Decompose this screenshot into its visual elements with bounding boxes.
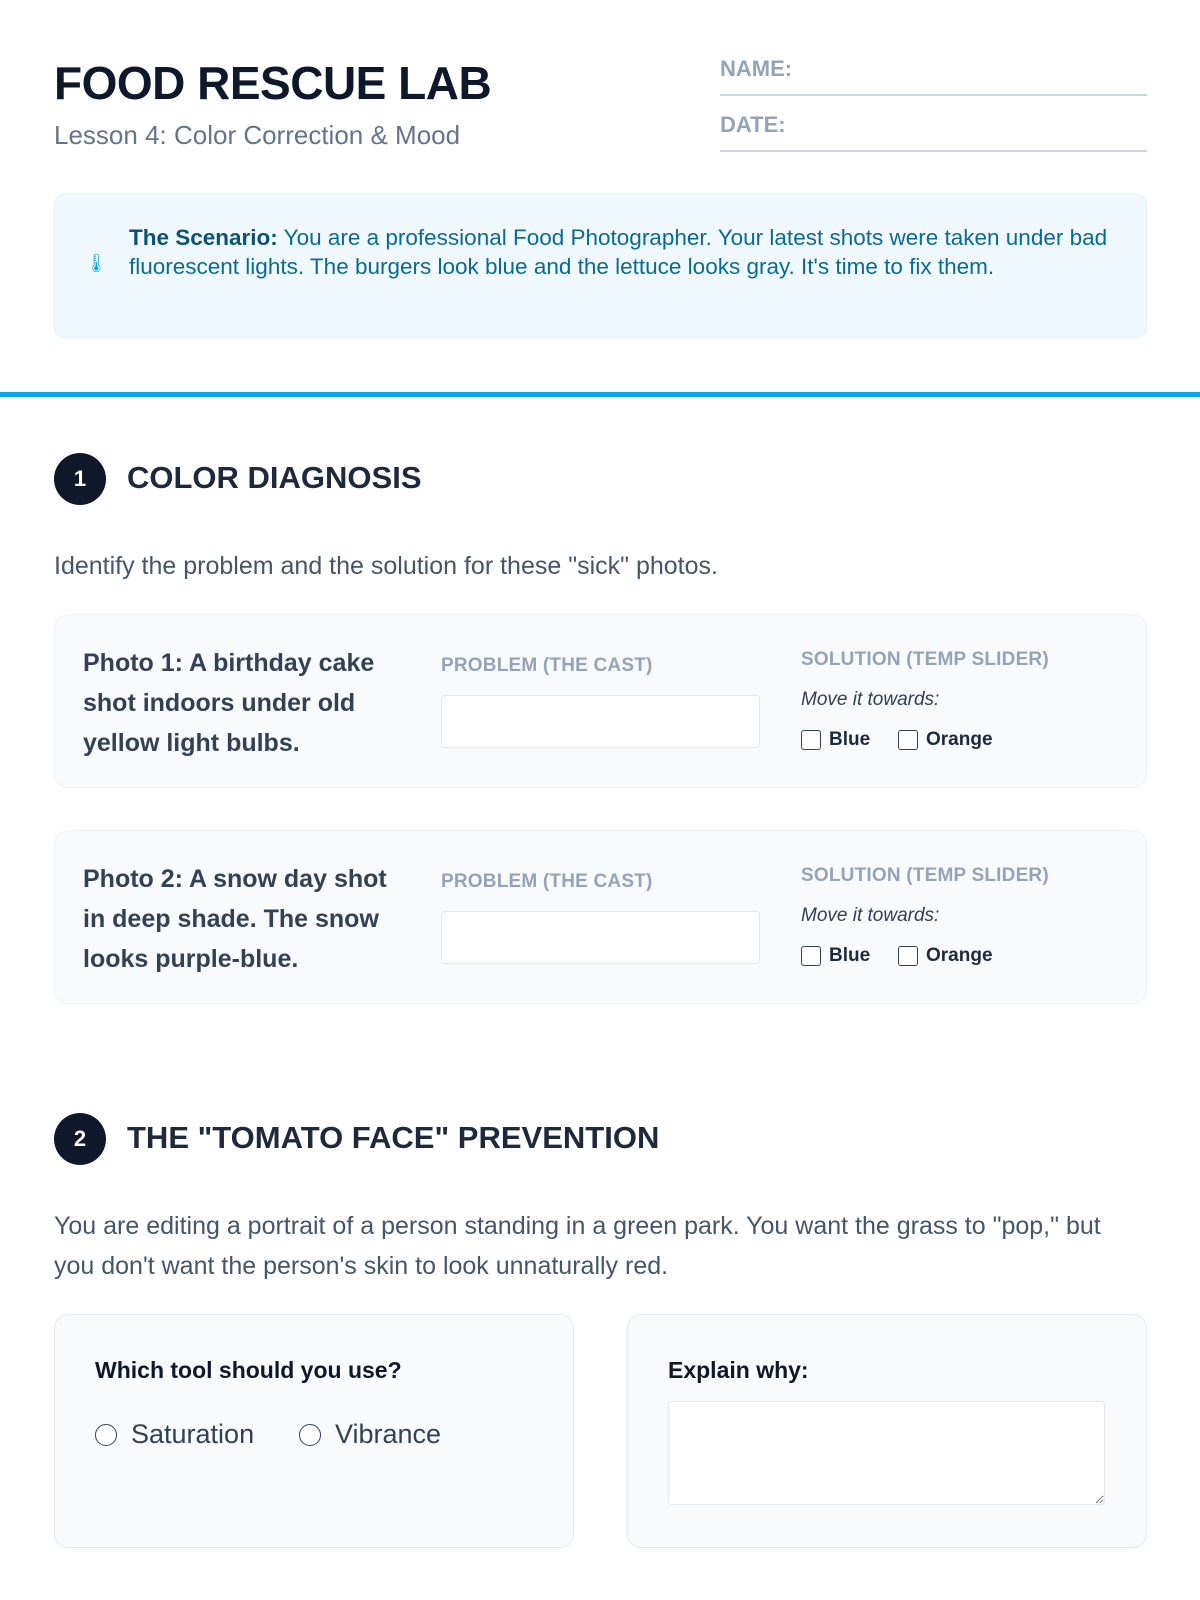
photo-2-orange-checkbox[interactable]: [898, 945, 993, 967]
checkbox-icon[interactable]: [801, 730, 821, 750]
scenario-body: You are a professional Food Photographer. Your latest shots were taken under bad fluorescent lights. The burgers look blue and the lettuce looks gray. It's time to fix them.: [129, 225, 1108, 279]
radio-icon[interactable]: [299, 1424, 321, 1446]
photo-1-problem-input[interactable]: [441, 695, 760, 748]
section-2-number: 2: [54, 1113, 106, 1165]
saturation-label: Saturation: [131, 1419, 255, 1449]
explain-label: Explain why:: [668, 1357, 809, 1383]
radio-icon[interactable]: [95, 1424, 117, 1446]
blue-label: Blue: [829, 729, 871, 750]
photo-card-2: [54, 830, 1147, 1004]
section-divider: [0, 392, 1200, 397]
section-2-title: THE "TOMATO FACE" PREVENTION: [127, 1120, 660, 1155]
photo-1-blue-checkbox[interactable]: [801, 729, 870, 751]
page-subtitle: Lesson 4: Color Correction & Mood: [54, 120, 461, 150]
problem-label: PROBLEM (THE CAST): [441, 655, 653, 676]
checkbox-icon[interactable]: [898, 946, 918, 966]
section-2-description: You are editing a portrait of a person standing in a green park. You want the grass to "pop," but you don't want the person's skin to look unnaturally red.: [54, 1212, 1101, 1280]
saturation-radio[interactable]: [95, 1419, 254, 1450]
blue-label: Blue: [829, 945, 871, 966]
tool-choice-panel: [54, 1314, 574, 1548]
photo-2-blue-checkbox[interactable]: [801, 945, 870, 967]
scenario-box: [54, 194, 1147, 338]
explain-panel: [627, 1314, 1147, 1548]
move-towards-label: Move it towards:: [801, 905, 940, 926]
page-title: FOOD RESCUE LAB: [54, 57, 492, 109]
photo-card-1: [54, 614, 1147, 788]
photo-2-problem-input[interactable]: [441, 911, 760, 964]
solution-label: SOLUTION (TEMP SLIDER): [801, 865, 1049, 886]
date-input[interactable]: [810, 112, 1147, 148]
vibrance-radio[interactable]: [299, 1419, 441, 1450]
scenario-text: [129, 223, 1125, 281]
section-1-title: COLOR DIAGNOSIS: [127, 460, 422, 495]
photo-2-description: Photo 2: A snow day shot in deep shade. The snow looks purple-blue.: [83, 865, 387, 973]
checkbox-icon[interactable]: [898, 730, 918, 750]
date-field: [720, 112, 1147, 152]
scenario-label: The Scenario:: [129, 225, 278, 250]
student-info-fields: [720, 56, 1147, 168]
section-1-number: 1: [54, 453, 106, 505]
vibrance-label: Vibrance: [335, 1419, 442, 1449]
move-towards-label: Move it towards:: [801, 689, 940, 710]
checkbox-icon[interactable]: [801, 946, 821, 966]
date-label: DATE:: [720, 112, 786, 137]
photo-1-orange-checkbox[interactable]: [898, 729, 993, 751]
section-1-description: Identify the problem and the solution for these "sick" photos.: [54, 552, 718, 580]
name-input[interactable]: [810, 56, 1147, 92]
orange-label: Orange: [926, 945, 993, 966]
explain-input[interactable]: [668, 1401, 1105, 1505]
problem-label: PROBLEM (THE CAST): [441, 871, 653, 892]
thermometer-icon: 🌡: [85, 253, 108, 273]
photo-1-description: Photo 1: A birthday cake shot indoors under old yellow light bulbs.: [83, 649, 375, 757]
tool-question: Which tool should you use?: [95, 1357, 402, 1383]
name-label: NAME:: [720, 56, 793, 81]
worksheet-header: [54, 56, 1147, 166]
name-field: [720, 56, 1147, 96]
orange-label: Orange: [926, 729, 993, 750]
solution-label: SOLUTION (TEMP SLIDER): [801, 649, 1049, 670]
